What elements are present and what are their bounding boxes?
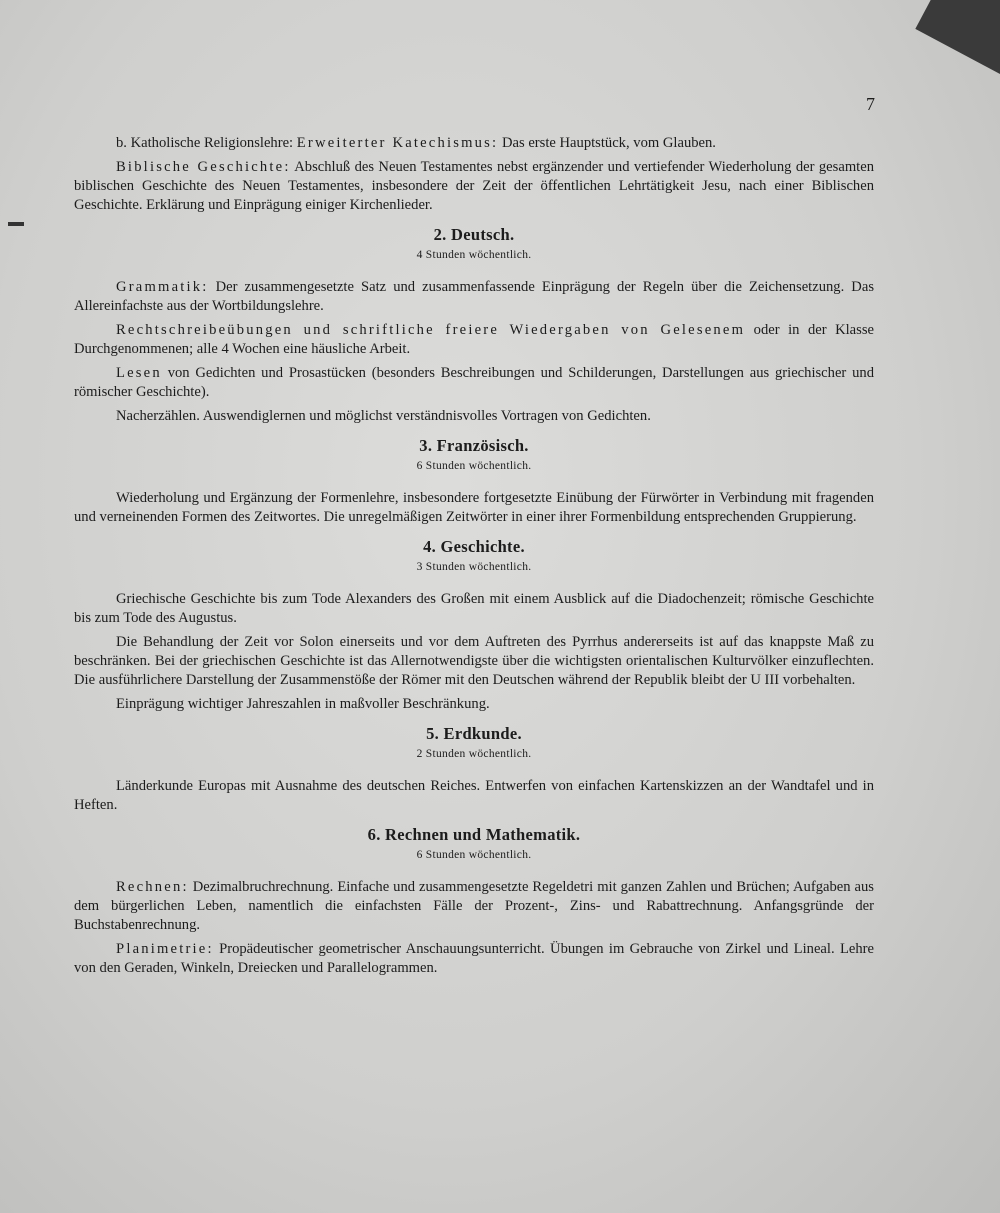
section-paragraph — [74, 321, 874, 359]
religion-spaced-term: Erweiterter Katechismus: — [296, 135, 499, 151]
section-heading: 2. Deutsch. — [433, 225, 515, 244]
spaced-term: Grammatik: — [116, 279, 209, 295]
spaced-term: Lesen — [116, 365, 162, 381]
spaced-term: Rechnen: — [116, 879, 189, 895]
paragraph-text: Dezimalbruchrechnung. Einfache und zusammengesetzte Regeldetri mit ganzen Zahlen und Brüchen; Aufgaben aus dem bürgerlichen Leben, namentlich die einfachsten Fälle der Prozent-, Zins- und Rabattrechnung. Anfangsgründe der Buchstabenrechnung. — [74, 879, 874, 933]
paragraph-text: Griechische Geschichte bis zum Tode Alexanders des Großen mit einem Ausblick auf die Diadochenzeit; römische Geschichte bis zum Tode des Augustus. — [74, 591, 874, 626]
page-number: 7 — [866, 94, 875, 114]
paragraph-text: von Gedichten und Prosastücken (besonders Beschreibungen und Schilderungen, Darstellungen aus griechischer und römischer Geschichte). — [74, 365, 874, 400]
section-heading: 6. Rechnen und Mathematik. — [367, 825, 581, 844]
section-paragraph — [74, 878, 874, 935]
paragraph-text: Einprägung wichtiger Jahreszahlen in maßvoller Beschränkung. — [116, 696, 490, 712]
section-heading: 5. Erdkunde. — [426, 724, 522, 743]
section-hours: 3 Stunden wöchentlich. — [416, 561, 532, 573]
page-corner-shadow — [915, 0, 1000, 81]
section-hours: 6 Stunden wöchentlich. — [416, 849, 532, 861]
paragraph-text: Nacherzählen. Auswendiglernen und möglichst verständnisvolles Vortragen von Gedichten. — [116, 408, 651, 424]
paragraph-text: Länderkunde Europas mit Ausnahme des deutschen Reiches. Entwerfen von einfachen Kartenskizzen an der Wandtafel und in Heften. — [74, 778, 874, 813]
paragraph-text: Wiederholung und Ergänzung der Formenlehre, insbesondere fortgesetzte Einübung der Fürwörter in Verbindung mit fragenden und verneinenden Formen des Zeitwortes. Die unregelmäßigen Zeitwörter in einer ihrer Formenbildung entsprechenden Gruppierung. — [74, 490, 874, 525]
paragraph-text: Der zusammengesetzte Satz und zusammenfassende Einprägung der Regeln über die Zeichensetzung. Das Allereinfachste aus der Wortbildungslehre. — [74, 279, 874, 314]
section-heading: 3. Französisch. — [419, 436, 529, 455]
section-heading: 4. Geschichte. — [423, 537, 525, 556]
section-paragraph — [74, 278, 874, 316]
sections — [74, 225, 874, 978]
section-hours: 2 Stunden wöchentlich. — [416, 748, 532, 760]
religion-text: Das erste Hauptstück, vom Glauben. — [501, 135, 716, 151]
section-paragraph — [74, 777, 874, 815]
section-paragraph — [74, 695, 874, 714]
section-hours: 4 Stunden wöchentlich. — [416, 249, 532, 261]
spaced-term: Rechtschreibeübungen und schriftliche freiere Wiedergaben von Gelesenem — [116, 322, 746, 338]
religion-paragraph-2 — [74, 158, 874, 215]
spaced-term: Planimetrie: — [116, 941, 214, 957]
religion-label: b. Katholische Religionslehre: — [116, 135, 294, 151]
section-hours: 6 Stunden wöchentlich. — [416, 460, 532, 472]
religion-spaced-term-2: Biblische Geschichte: — [116, 159, 291, 175]
section-paragraph — [74, 407, 874, 426]
section-paragraph — [74, 633, 874, 690]
section-paragraph — [74, 940, 874, 978]
religion-text-2: Abschluß des Neuen Testamentes nebst ergänzender und vertiefender Wiederholung der gesamten biblischen Geschichte des Neuen Testamentes, insbesondere der Zeit der öffentlichen Lehrtätigkeit Jesu, nach einer Biblischen Geschichte. Erklärung und Einprägung einiger Kirchenlieder. — [74, 159, 874, 213]
page-body — [74, 134, 874, 983]
paragraph-text: oder in der Klasse Durchgenommenen; alle 4 Wochen eine häusliche Arbeit. — [74, 322, 874, 357]
paragraph-text: Die Behandlung der Zeit vor Solon einerseits und vor dem Auftreten des Pyrrhus andererseits ist auf das knappste Maß zu beschränken. Bei der griechischen Geschichte ist das Allernotwendigste über die wichtigsten orientalischen Kulturvölker einzuflechten. Die ausführlichere Darstellung der Zusammenstöße der Römer mit den Deutschen während der Republik bleibt der U III vorbehalten. — [74, 634, 874, 688]
section-paragraph — [74, 489, 874, 527]
margin-mark — [8, 222, 24, 226]
religion-paragraph-1 — [74, 134, 874, 153]
section-paragraph — [74, 590, 874, 628]
section-paragraph — [74, 364, 874, 402]
paragraph-text: Propädeutischer geometrischer Anschauungsunterricht. Übungen im Gebrauche von Zirkel und Lineal. Lehre von den Geraden, Winkeln, Dreiecken und Parallelogrammen. — [74, 941, 874, 976]
